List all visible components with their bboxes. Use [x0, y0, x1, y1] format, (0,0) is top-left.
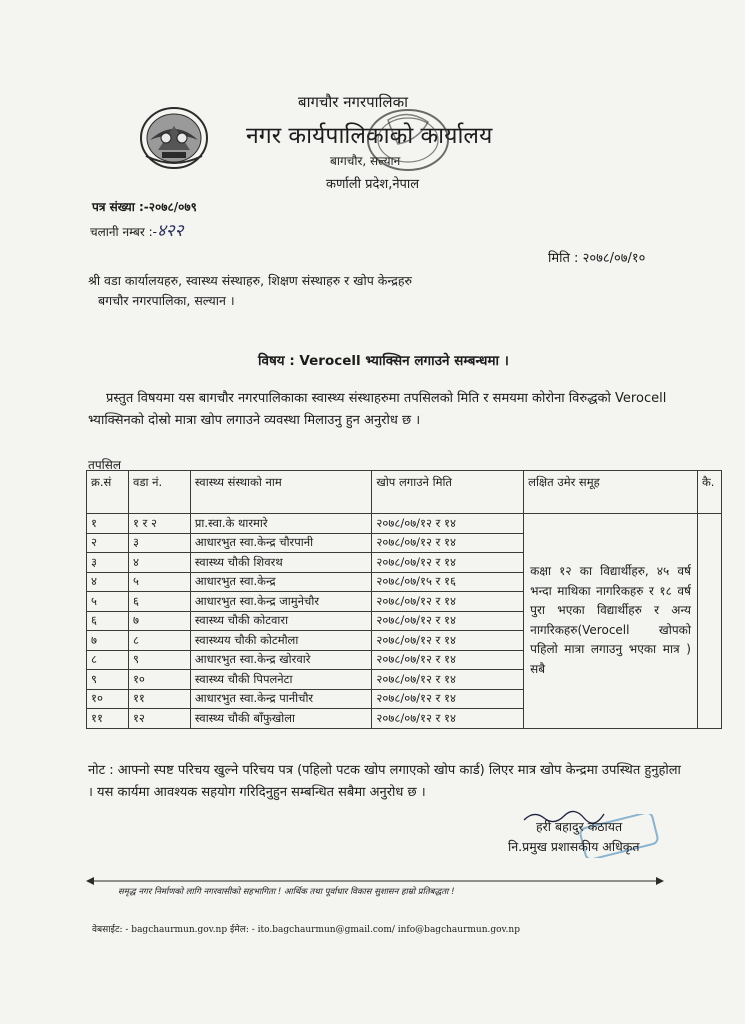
- signer-name: हरी बहादुर कठायत: [536, 819, 623, 834]
- cell-institution: प्रा.स्वा.के थारमारे: [190, 514, 372, 534]
- cell-sn: ७: [87, 631, 129, 651]
- cell-date: २०७८/०७/१२ र १४: [372, 631, 524, 651]
- cell-date: २०७८/०७/१२ र १४: [372, 592, 524, 612]
- cell-ward: १०: [128, 670, 190, 690]
- header-municipality: बागचौर नगरपालिका: [298, 93, 408, 111]
- recipient-line-1: श्री वडा कार्यालयहरु, स्वास्थ्य संस्थाहरु, शिक्षण संस्थाहरु र खोप केन्द्रहरु: [88, 273, 412, 288]
- header-province: कर्णाली प्रदेश,नेपाल: [326, 177, 420, 192]
- header-location: बागचौर, सल्यान: [330, 154, 401, 168]
- cell-date: २०७८/०७/१२ र १४: [372, 533, 524, 553]
- cell-institution: स्वास्थ्य चौकी शिवरथ: [190, 553, 372, 573]
- cell-sn: ३: [87, 553, 129, 573]
- dispatch-label: चलानी नम्बर :-: [90, 225, 157, 239]
- cell-ward: ६: [128, 592, 190, 612]
- subject: विषय : Verocell भ्याक्सिन लगाउने सम्बन्धमा ।: [258, 353, 509, 369]
- cell-date: २०७८/०७/१२ र १४: [372, 709, 524, 729]
- recipient-line-2: बगचौर नगरपालिका, सल्यान ।: [98, 293, 235, 308]
- body-paragraph: प्रस्तुत विषयमा यस बागचौर नगरपालिकाका स्वास्थ्य संस्थाहरुमा तपसिलको मिति र समयमा कोरोना विरुद्धको Verocell भ्याक्सिनको दोस्रो मात्रा खोप लगाउने व्यवस्था मिलाउनु हुन अनुरोध छ ।: [88, 391, 667, 428]
- cell-ward: ७: [128, 611, 190, 631]
- header-office: नगर कार्यपालिकाको कार्यालय: [246, 123, 493, 149]
- cell-date: २०७८/०७/१२ र १४: [372, 689, 524, 709]
- table-header-row: [87, 471, 722, 514]
- cell-institution: आधारभुत स्वा.केन्द्र खोरवारे: [190, 650, 372, 670]
- cell-ward: ८: [128, 631, 190, 651]
- cell-institution: आधारभुत स्वा.केन्द्र पानीचौर: [190, 689, 372, 709]
- cell-institution: आधारभुत स्वा.केन्द्र चौरपानी: [190, 533, 372, 553]
- dispatch-value: ४२२: [156, 221, 184, 241]
- col-header-institution: स्वास्थ्य संस्थाको नाम: [190, 471, 372, 514]
- nepal-emblem-icon: [138, 100, 210, 172]
- cell-date: २०७८/०७/१२ र १४: [372, 670, 524, 690]
- table-row: [87, 514, 722, 534]
- cell-sn: ८: [87, 650, 129, 670]
- col-header-remarks: कै.: [697, 471, 721, 514]
- cell-date: २०७८/०७/१५ र १६: [372, 572, 524, 592]
- cell-institution: आधारभुत स्वा.केन्द्र: [190, 572, 372, 592]
- letter-date: मिति : २०७८/०७/१०: [548, 251, 646, 266]
- cell-institution: स्वास्थ्य चौकी बाँफुखोला: [190, 709, 372, 729]
- footer-divider: [86, 876, 664, 886]
- cell-sn: ४: [87, 572, 129, 592]
- cell-ward: १२: [128, 709, 190, 729]
- cell-remarks: [697, 514, 721, 729]
- cell-sn: १०: [87, 689, 129, 709]
- cell-date: २०७८/०७/१२ र १४: [372, 650, 524, 670]
- cell-date: २०७८/०७/१२ र १४: [372, 553, 524, 573]
- cell-date: २०७८/०७/१२ र १४: [372, 611, 524, 631]
- details-label: तपसिल: [88, 458, 122, 472]
- signer-title: नि.प्रमुख प्रशासकीय अधिकृत: [508, 839, 640, 854]
- cell-institution: आधारभुत स्वा.केन्द्र जामुनेचौर: [190, 592, 372, 612]
- cell-date: २०७८/०७/१२ र १४: [372, 514, 524, 534]
- cell-ward: ४: [128, 553, 190, 573]
- vaccination-schedule-table: [86, 470, 722, 729]
- cell-ward: ५: [128, 572, 190, 592]
- official-stamp: [348, 100, 468, 182]
- cell-sn: ५: [87, 592, 129, 612]
- cell-institution: स्वास्थ्यय चौकी कोटमौला: [190, 631, 372, 651]
- footer-slogan: समृद्ध नगर निर्माणको लागि नगरवासीको सहभागिता ! आर्थिक तथा पूर्वाधार विकास सुशासन हाम्रो प्रतिबद्धता !: [118, 887, 455, 897]
- cell-sn: १: [87, 514, 129, 534]
- cell-sn: ९: [87, 670, 129, 690]
- dispatch-number: [90, 218, 184, 241]
- cell-institution: स्वास्थ्य चौकी कोटवारा: [190, 611, 372, 631]
- cell-ward: ११: [128, 689, 190, 709]
- footer-contact: वेबसाईट: - bagchaurmun.gov.np ईमेल: - ito.bagchaurmun@gmail.com/ info@bagchaurmun.gov.np: [92, 925, 520, 935]
- col-header-date: खोप लगाउने मिति: [372, 471, 524, 514]
- cell-sn: २: [87, 533, 129, 553]
- cell-sn: ६: [87, 611, 129, 631]
- cell-ward: ९: [128, 650, 190, 670]
- cell-sn: ११: [87, 709, 129, 729]
- cell-ward: ३: [128, 533, 190, 553]
- cell-target-group: कक्षा १२ का विद्यार्थीहरु, ४५ वर्ष भन्दा माथिका नागरिकहरु र १८ वर्ष पुरा भएका विद्यार्थीहरु र अन्य नागरिकहरु(Verocell खोपको पहिलो मात्रा लगाउनु भएका मात्र ) सबै: [524, 514, 698, 729]
- letter-number: पत्र संख्या :-२०७८/०७९: [92, 200, 197, 214]
- note-paragraph: नोट : आफ्नो स्पष्ट परिचय खुल्ने परिचय पत्र (पहिलो पटक खोप लगाएको खोप कार्ड) लिएर मात्र खोप केन्द्रमा उपस्थित हुनुहोला । यस कार्यमा आवश्यक सहयोग गरिदिनुहुन सम्बन्धित सबैमा अनुरोध छ ।: [88, 763, 681, 800]
- col-header-sn: क्र.सं: [87, 471, 129, 514]
- cell-institution: स्वास्थ्य चौकी पिपलनेटा: [190, 670, 372, 690]
- cell-ward: १ र २: [128, 514, 190, 534]
- col-header-target-group: लक्षित उमेर समूह: [524, 471, 698, 514]
- col-header-ward: वडा नं.: [128, 471, 190, 514]
